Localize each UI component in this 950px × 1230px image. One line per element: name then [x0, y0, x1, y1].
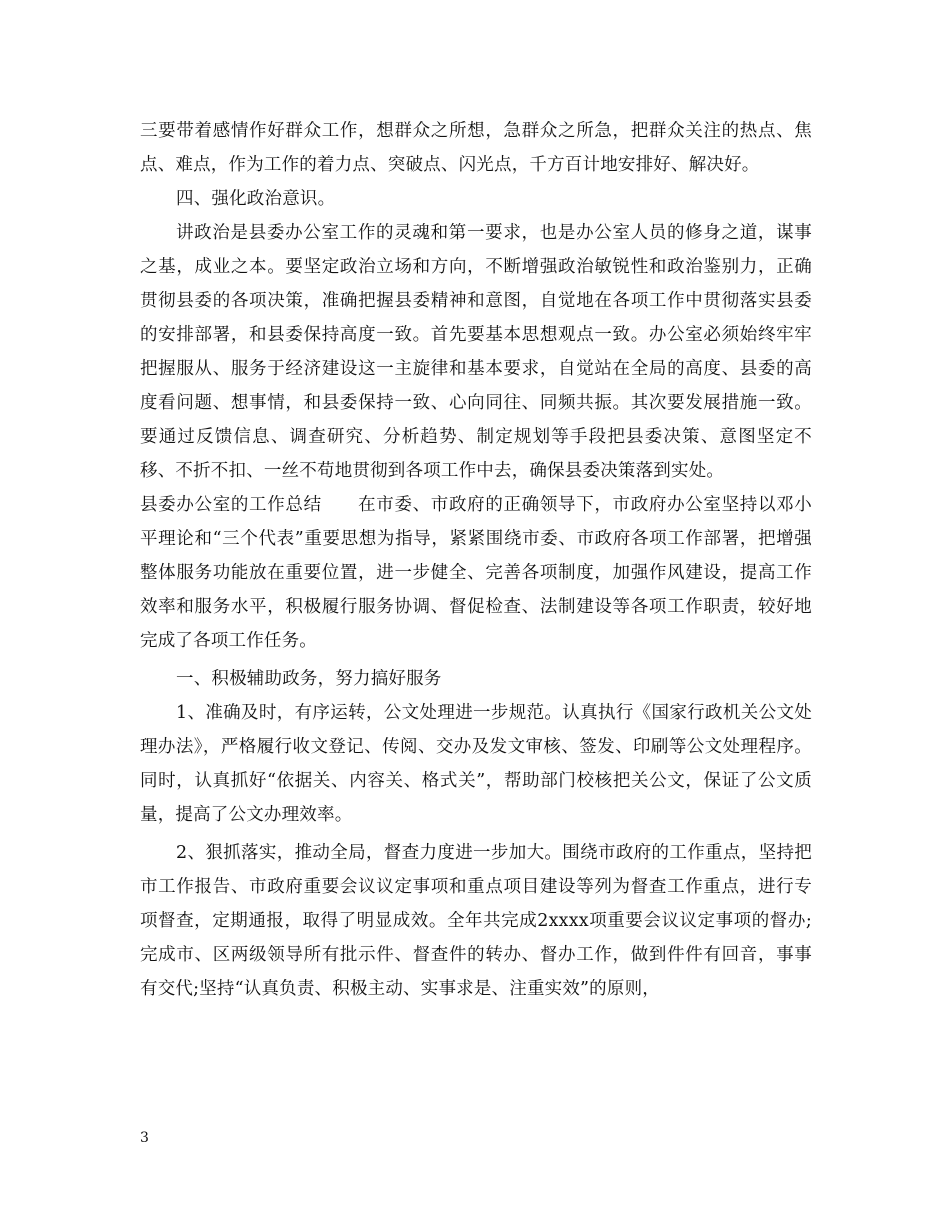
paragraph-politics: 讲政治是县委办公室工作的灵魂和第一要求，也是办公室人员的修身之道，谋事之基，成业之本。要坚定政治立场和方向，不断增强政治敏锐性和政治鉴别力，正确贯彻县委的各项决策，准确把握县委精神和意图，自觉地在各项工作中贯彻落实县委的安排部署，和县委保持高度一致。首先要基本思想观点一致。办公室必须始终牢牢把握服从、服务于经济建设这一主旋律和基本要求，自觉站在全局的高度、县委的高度看问题、想事情，和县委保持一致、心向同往、同频共振。其次要发展措施一致。要通过反馈信息、调查研究、分析趋势、制定规划等手段把县委决策、意图坚定不移、不折不扣、一丝不苟地贯彻到各项工作中去，确保县委决策落到实处。	[140, 223, 812, 481]
section-heading-4: 四、强化政治意识。	[176, 189, 336, 209]
paragraph-item-2: 2、狠抓落实，推动全局，督查力度进一步加大。围绕市政府的工作重点，坚持把市工作报告、市政府重要会议议定事项和重点项目建设等列为督查工作重点，进行专项督查，定期通报，取得了明显成效。全年共完成2xxxx项重要会议议定事项的督办;完成市、区两级领导所有批示件、督查件的转办、督办工作，做到件件有回音，事事有交代;坚持“认真负责、积极主动、实事求是、注重实效”的原则，	[140, 843, 812, 999]
paragraph-1: 三要带着感情作好群众工作，想群众之所想，急群众之所急，把群众关注的热点、焦点、难点，作为工作的着力点、突破点、闪光点，千方百计地安排好、解决好。	[140, 121, 812, 175]
paragraph-summary-intro: 县委办公室的工作总结 在市委、市政府的正确领导下，市政府办公室坚持以邓小平理论和“三个代表”重要思想为指导，紧紧围绕市委、市政府各项工作部署，把增强整体服务功能放在重要位置，进一步健全、完善各项制度，加强作风建设，提高工作效率和服务水平，积极履行服务协调、督促检查、法制建设等各项工作职责，较好地完成了各项工作任务。	[140, 495, 812, 651]
page-number: 3	[140, 1130, 149, 1146]
section-heading-1: 一、积极辅助政务，努力搞好服务	[176, 669, 442, 689]
document-body	[140, 114, 812, 1006]
paragraph-item-1: 1、准确及时，有序运转，公文处理进一步规范。认真执行《国家行政机关公文处理办法》，严格履行收文登记、传阅、交办及发文审核、签发、印刷等公文处理程序。同时，认真抓好“依据关、内容关、格式关”，帮助部门校核把关公文，保证了公文质量，提高了公文办理效率。	[140, 703, 812, 825]
